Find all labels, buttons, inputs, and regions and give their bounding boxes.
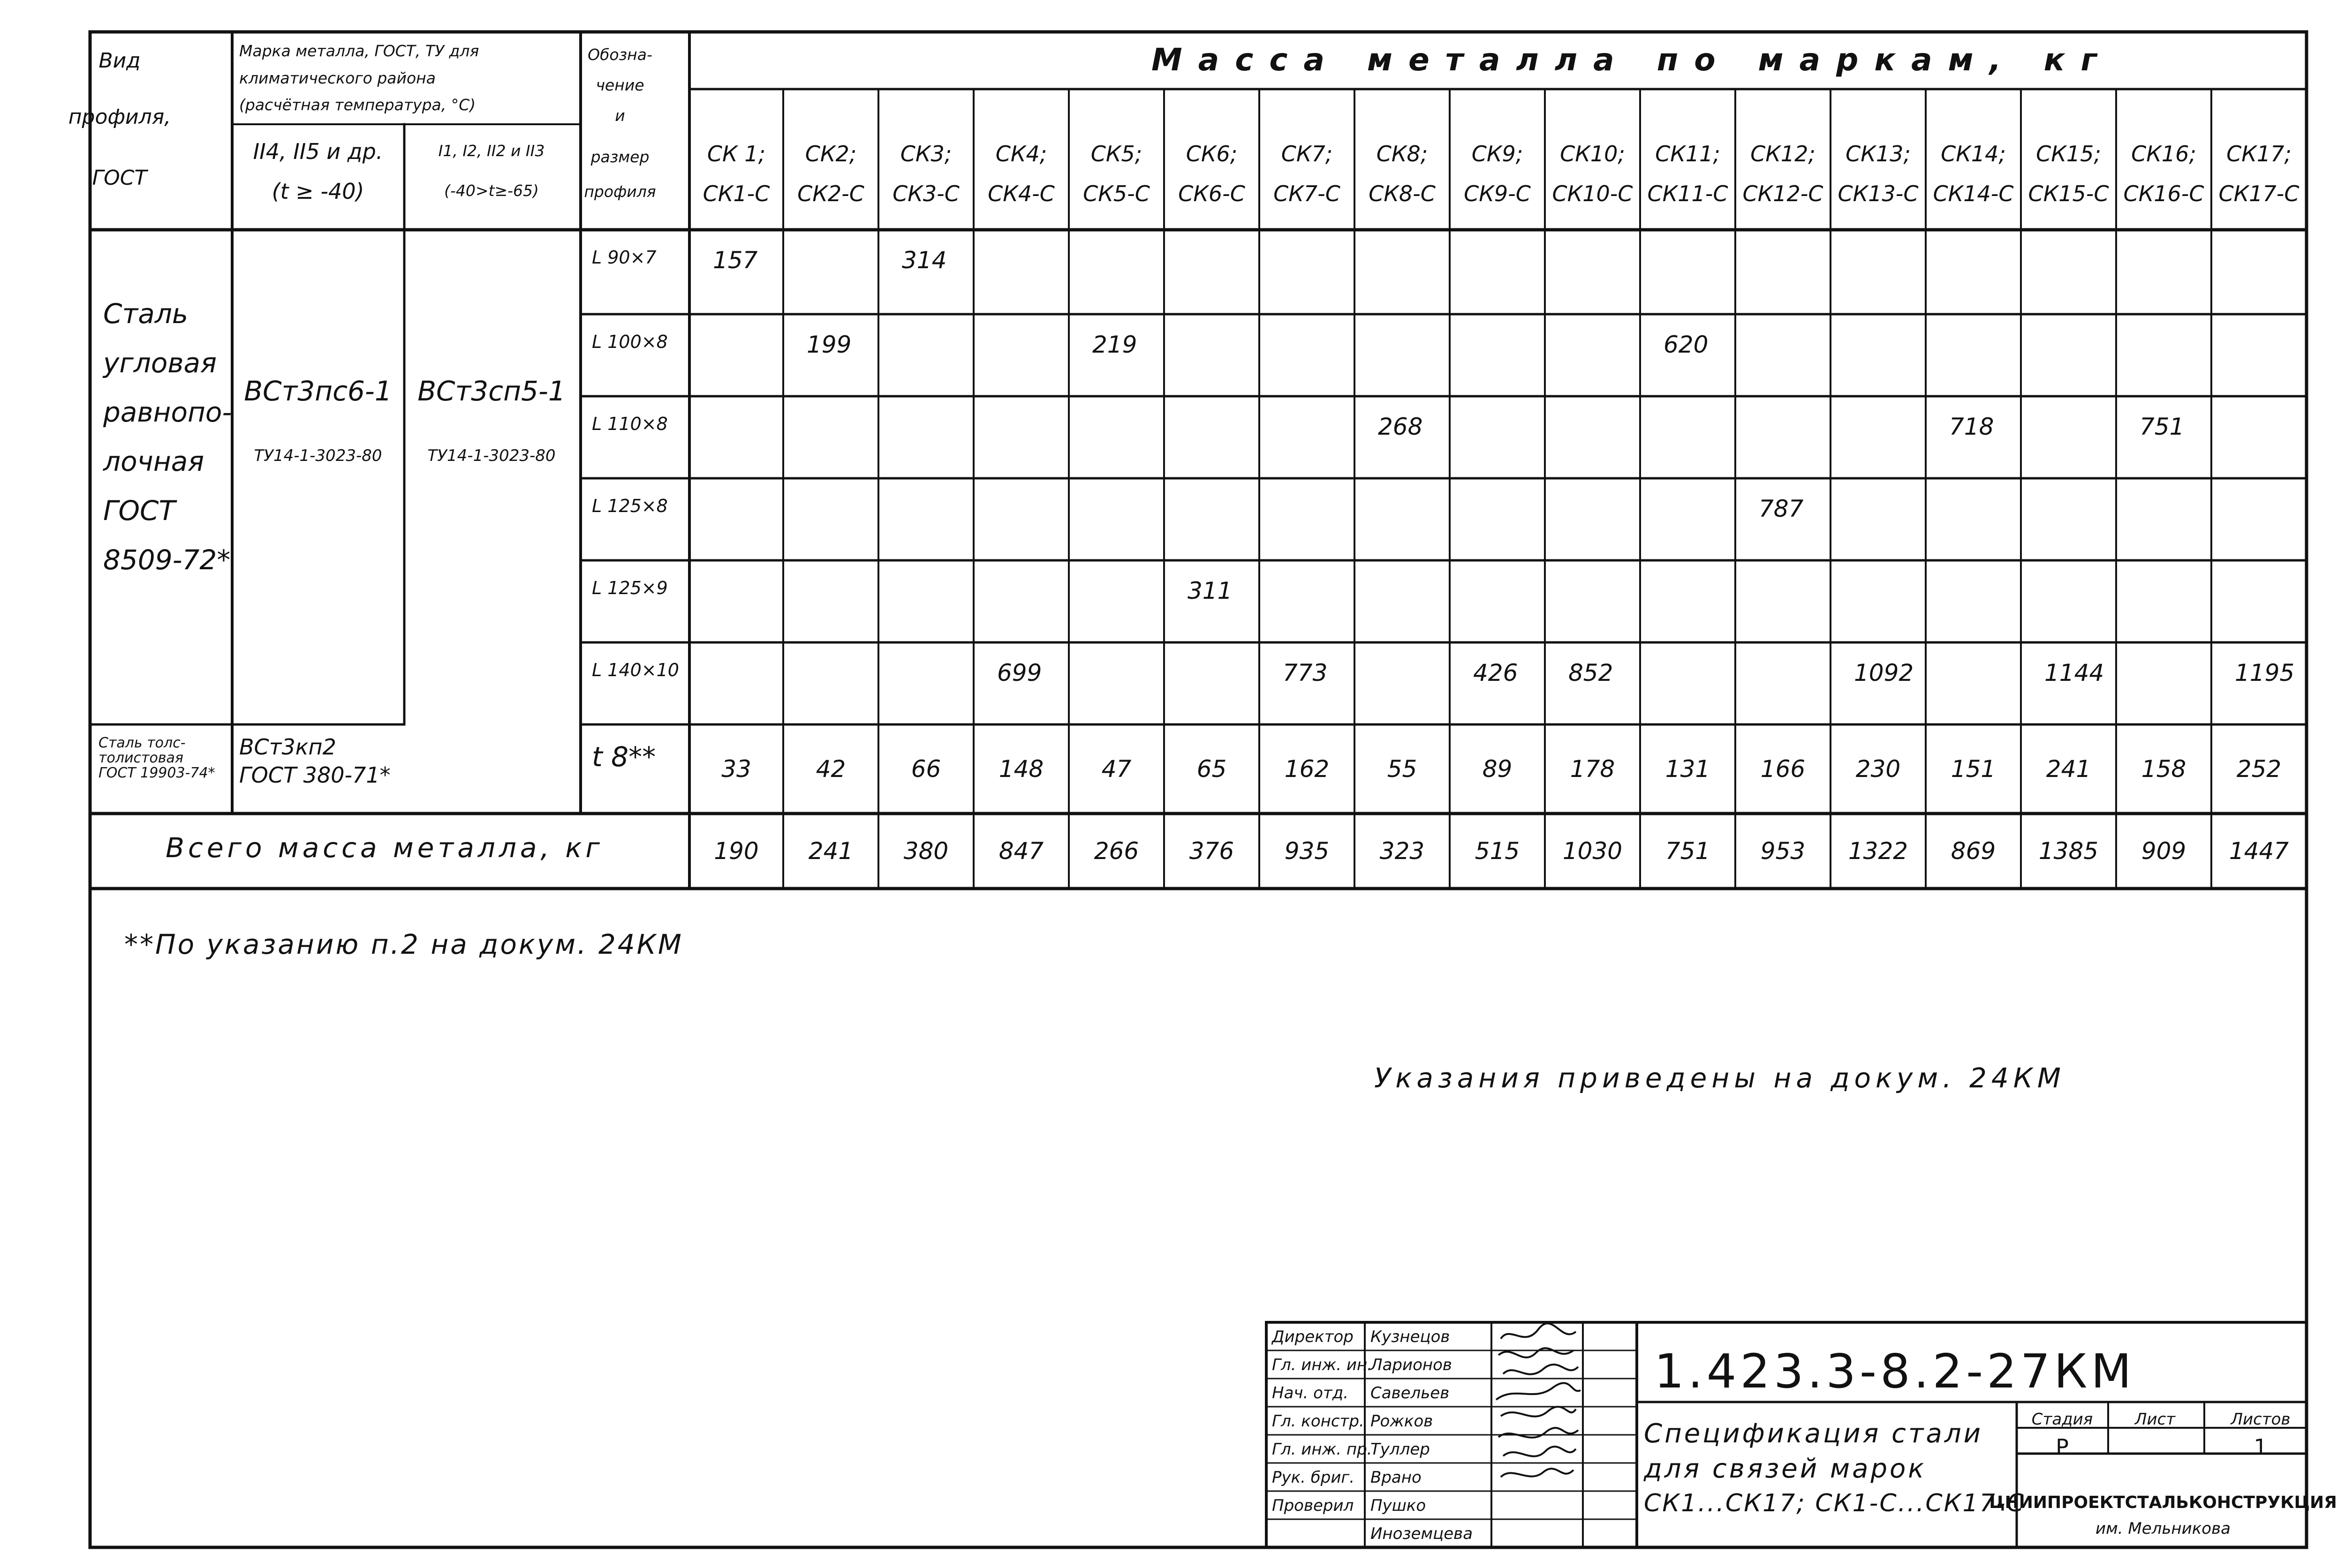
- mark-header-3-c: СК3-С: [893, 181, 960, 206]
- cell-value: 268: [1378, 413, 1423, 440]
- header-climate-right-1: I1, I2, II2 и II3: [438, 142, 545, 160]
- cell-value: 89: [1482, 755, 1513, 783]
- cell-value: 33: [721, 755, 751, 783]
- mark-header-5-c: СК5-С: [1083, 181, 1150, 206]
- cell-value: 162: [1284, 755, 1330, 783]
- cell-value: 311: [1188, 577, 1233, 604]
- steel-angle-name-4: лочная: [103, 445, 204, 477]
- mark-header-12: СК12;: [1750, 141, 1815, 166]
- cell-value: 42: [816, 755, 846, 783]
- mark-header-14-c: СК14-С: [1933, 181, 2014, 206]
- steel-angle-name-5: ГОСТ: [103, 495, 175, 527]
- mark-header-1: СК 1;: [707, 141, 766, 166]
- mark-header-10: СК10;: [1560, 141, 1625, 166]
- cell-value: 620: [1664, 331, 1709, 358]
- total-value: 1385: [2038, 837, 2099, 865]
- sheets-label: Листов: [2231, 1410, 2291, 1429]
- sheets-value: 1: [2254, 1434, 2268, 1460]
- signer-name: Рожков: [1370, 1412, 1433, 1431]
- steel-angle-grade-right: ВСт3сп5-1: [417, 375, 566, 407]
- header-profile-type-2: профиля,: [68, 105, 171, 129]
- steel-angle-grade-left: ВСт3пс6-1: [244, 375, 392, 407]
- header-steel-grade-1: Марка металла, ГОСТ, ТУ для: [239, 42, 479, 60]
- steel-angle-name-2: угловая: [103, 347, 217, 379]
- row-profile: L 125×8: [592, 496, 668, 516]
- cell-value: 852: [1568, 659, 1613, 686]
- row-profile: L 140×10: [592, 660, 679, 680]
- cell-value: 66: [911, 755, 941, 783]
- header-profile-type-1: Вид: [98, 49, 141, 73]
- cell-value: 178: [1570, 755, 1615, 783]
- header-designation-1: Обозна-: [588, 45, 652, 64]
- steel-angle-name-3: равнопо-: [103, 396, 232, 428]
- mark-header-4: СК4;: [995, 141, 1047, 166]
- total-value: 1447: [2229, 837, 2289, 865]
- mark-header-6: СК6;: [1186, 141, 1238, 166]
- mark-header-17: СК17;: [2226, 141, 2292, 166]
- cell-value: 787: [1759, 495, 1804, 522]
- stage-value: Р: [2056, 1434, 2069, 1460]
- steel-sheet-name-1: Сталь толс-: [98, 735, 186, 751]
- signer-role: Проверил: [1272, 1496, 1354, 1515]
- header-climate-left-2: (t ≥ -40): [272, 179, 364, 204]
- header-designation-4: размер: [590, 148, 650, 166]
- total-value: 1322: [1848, 837, 1908, 865]
- signer-role: Гл. инж. пр.: [1272, 1440, 1372, 1459]
- cell-value: 718: [1949, 413, 1994, 440]
- mark-header-6-c: СК6-С: [1178, 181, 1245, 206]
- total-value: 953: [1760, 837, 1806, 865]
- mark-header-9-c: СК9-С: [1464, 181, 1531, 206]
- mark-header-14: СК14;: [1941, 141, 2006, 166]
- cell-value: 314: [902, 247, 947, 274]
- mark-header-2: СК2;: [805, 141, 857, 166]
- cell-value: 47: [1101, 755, 1132, 783]
- header-climate-right-2: (-40>t≥-65): [444, 181, 539, 200]
- cell-value: 55: [1387, 755, 1417, 783]
- row-profile: t 8**: [592, 741, 656, 773]
- steel-angle-tu-left: ТУ14-1-3023-80: [254, 446, 382, 465]
- mark-header-3: СК3;: [900, 141, 952, 166]
- mark-header-15-c: СК15-С: [2028, 181, 2109, 206]
- mark-header-11-c: СК11-С: [1647, 181, 1728, 206]
- signer-role: Гл. констр.: [1272, 1412, 1364, 1431]
- row-profile: L 125×9: [592, 578, 668, 598]
- total-value: 380: [903, 837, 949, 865]
- row-profile: L 100×8: [592, 332, 668, 352]
- header-designation-2: чение: [596, 76, 644, 94]
- cell-value: 131: [1665, 755, 1710, 783]
- total-value: 935: [1284, 837, 1330, 865]
- total-value: 241: [808, 837, 854, 865]
- header-profile-type-3: ГОСТ: [92, 166, 147, 190]
- doc-title-2: для связей марок: [1644, 1454, 1927, 1484]
- footnote: **По указанию п.2 на докум. 24КМ: [124, 928, 683, 960]
- steel-angle-name-6: 8509-72*: [103, 544, 231, 576]
- cell-value: 699: [997, 659, 1042, 686]
- cell-value: 166: [1760, 755, 1806, 783]
- mark-header-17-c: СК17-С: [2218, 181, 2300, 206]
- mark-header-13: СК13;: [1846, 141, 1911, 166]
- org-name: ЦНИИПРОЕКТСТАЛЬКОНСТРУКЦИЯ: [1989, 1493, 2337, 1512]
- steel-sheet-name-3: ГОСТ 19903-74*: [98, 765, 215, 781]
- steel-sheet-name-2: толистовая: [98, 750, 183, 766]
- cell-value: 230: [1855, 755, 1901, 783]
- doc-title-1: Спецификация стали: [1644, 1418, 1983, 1449]
- signer-name: Туллер: [1370, 1440, 1430, 1459]
- sheet-label: Лист: [2134, 1410, 2176, 1429]
- total-value: 266: [1094, 837, 1139, 865]
- row-profile: L 90×7: [592, 247, 657, 268]
- total-value: 376: [1189, 837, 1234, 865]
- signer-name: Савельев: [1370, 1384, 1450, 1402]
- mark-header-7: СК7;: [1281, 141, 1333, 166]
- total-value: 847: [999, 837, 1044, 865]
- mark-header-15: СК15;: [2036, 141, 2101, 166]
- mark-header-8-c: СК8-С: [1369, 181, 1436, 206]
- cell-value: 1144: [2044, 659, 2104, 686]
- doc-title-3: СК1...СК17; СК1-С...СК17-С: [1644, 1489, 2025, 1517]
- total-value: 909: [2141, 837, 2186, 865]
- mark-header-1-c: СК1-С: [703, 181, 770, 206]
- total-value: 190: [714, 837, 759, 865]
- cell-value: 426: [1473, 659, 1518, 686]
- cell-value: 751: [2140, 413, 2185, 440]
- cell-value: 199: [807, 331, 852, 358]
- header-climate-left-1: II4, II5 и др.: [253, 139, 383, 164]
- cell-value: 65: [1196, 755, 1227, 783]
- mark-header-4-c: СК4-С: [988, 181, 1055, 206]
- mark-header-12-c: СК12-С: [1742, 181, 1823, 206]
- steel-sheet-grade: ВСт3кп2: [239, 734, 336, 760]
- cell-value: 151: [1951, 755, 1996, 783]
- signer-role: Гл. инж. ин.: [1272, 1356, 1372, 1374]
- cell-value: 157: [713, 247, 758, 274]
- header-steel-grade-3: (расчётная температура, °С): [239, 96, 476, 114]
- signer-name: Иноземцева: [1370, 1524, 1473, 1543]
- cell-value: 219: [1092, 331, 1137, 358]
- header-designation-5: профиля: [584, 182, 656, 201]
- row-profile: L 110×8: [592, 414, 668, 434]
- total-value: 751: [1665, 837, 1710, 865]
- mark-header-16-c: СК16-С: [2123, 181, 2204, 206]
- header-designation-3: и: [615, 106, 625, 125]
- instructions-note: Указания приведены на докум. 24КМ: [1374, 1062, 2065, 1094]
- cell-value: 241: [2046, 755, 2091, 783]
- steel-angle-tu-right: ТУ14-1-3023-80: [427, 446, 556, 465]
- signatures: [1491, 1320, 1583, 1545]
- doc-code: 1.423.3-8.2-27КМ: [1654, 1344, 2135, 1399]
- steel-sheet-gost: ГОСТ 380-71*: [239, 762, 391, 788]
- signer-role: Рук. бриг.: [1272, 1468, 1355, 1487]
- stage-label: Стадия: [2031, 1410, 2093, 1429]
- signer-name: Ларионов: [1370, 1356, 1452, 1374]
- mark-header-7-c: СК7-С: [1273, 181, 1340, 206]
- mark-header-8: СК8;: [1376, 141, 1428, 166]
- total-label: Всего масса металла, кг: [166, 832, 604, 864]
- cell-value: 158: [2141, 755, 2186, 783]
- cell-value: 773: [1283, 659, 1328, 686]
- mark-header-16: СК16;: [2131, 141, 2196, 166]
- cell-value: 148: [999, 755, 1044, 783]
- total-value: 515: [1475, 837, 1520, 865]
- signer-role: Директор: [1272, 1327, 1354, 1346]
- mark-header-5: СК5;: [1090, 141, 1142, 166]
- signer-role: Нач. отд.: [1272, 1384, 1349, 1402]
- mark-header-2-c: СК2-С: [797, 181, 864, 206]
- total-value: 869: [1951, 837, 1996, 865]
- cell-value: 252: [2236, 755, 2282, 783]
- mark-header-10-c: СК10-С: [1552, 181, 1633, 206]
- total-value: 323: [1379, 837, 1425, 865]
- mark-header-11: СК11;: [1655, 141, 1720, 166]
- cell-value: 1195: [2235, 659, 2295, 686]
- total-value: 1030: [1562, 837, 1623, 865]
- steel-angle-name-1: Сталь: [103, 298, 189, 330]
- cell-value: 1092: [1854, 659, 1914, 686]
- mark-header-9: СК9;: [1471, 141, 1523, 166]
- signer-name: Пушко: [1370, 1496, 1426, 1515]
- mass-title: Масса металла по маркам, кг: [1151, 42, 2113, 78]
- signer-name: Врано: [1370, 1468, 1422, 1487]
- org-subname: им. Мельникова: [2095, 1519, 2231, 1538]
- signer-name: Кузнецов: [1370, 1327, 1450, 1346]
- mark-header-13-c: СК13-С: [1838, 181, 1919, 206]
- header-steel-grade-2: климатического района: [239, 69, 436, 87]
